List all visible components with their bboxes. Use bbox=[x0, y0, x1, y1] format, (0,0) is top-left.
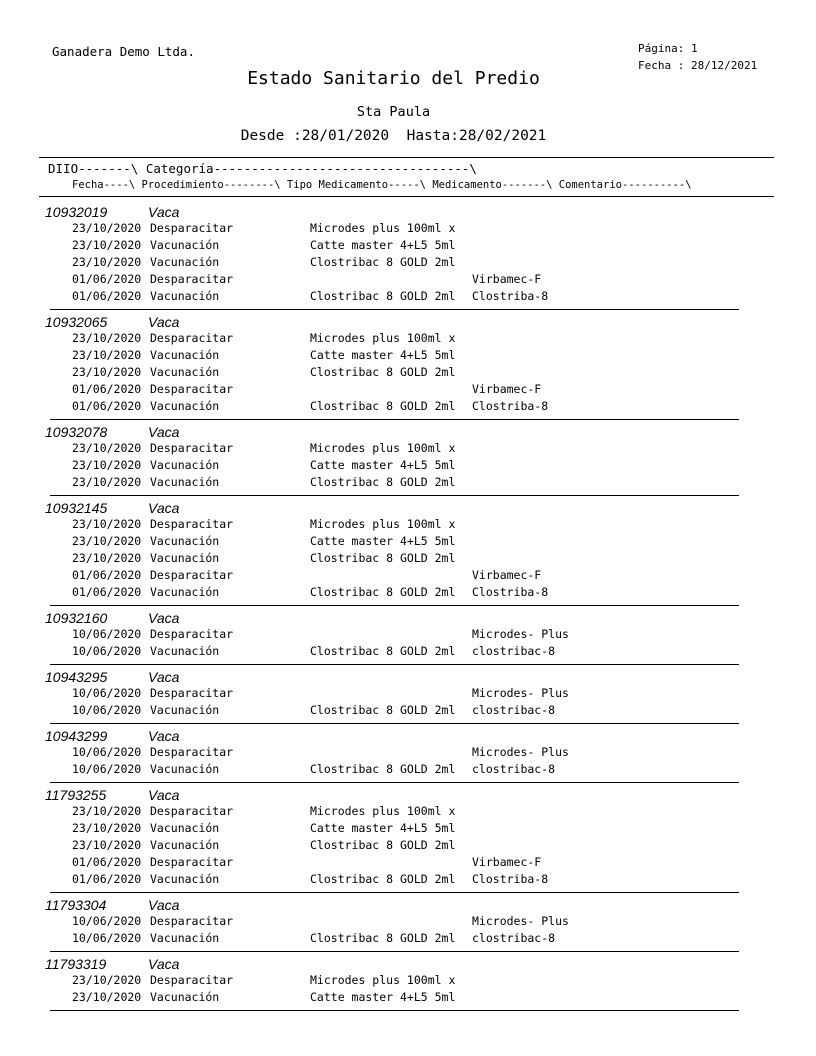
record-procedure: Vacunación bbox=[150, 475, 220, 489]
page-number: Página: 1 bbox=[638, 42, 698, 55]
record-row bbox=[0, 854, 816, 871]
record-date: 01/06/2020 bbox=[72, 289, 142, 303]
record-date: 23/10/2020 bbox=[72, 255, 142, 269]
record-date: 23/10/2020 bbox=[72, 348, 142, 362]
company-name: Ganadera Demo Ltda. bbox=[52, 44, 195, 59]
record-medication-type: Clostribac 8 GOLD 2ml bbox=[310, 931, 456, 945]
record-date: 23/10/2020 bbox=[72, 973, 142, 987]
animal-category: Vaca bbox=[148, 787, 180, 803]
record-medication-type: Clostribac 8 GOLD 2ml bbox=[310, 551, 456, 565]
animal-group bbox=[0, 668, 816, 724]
record-medication: Clostriba-8 bbox=[472, 585, 549, 599]
group-separator bbox=[50, 782, 739, 783]
record-date: 01/06/2020 bbox=[72, 872, 142, 886]
animal-group bbox=[0, 727, 816, 783]
record-procedure: Vacunación bbox=[150, 821, 220, 835]
record-date: 10/06/2020 bbox=[72, 914, 142, 928]
print-date: Fecha : 28/12/2021 bbox=[638, 59, 758, 72]
record-procedure: Vacunación bbox=[150, 703, 220, 717]
record-procedure: Desparacitar bbox=[150, 517, 234, 531]
animal-header bbox=[0, 499, 816, 516]
record-row bbox=[0, 744, 816, 761]
record-row bbox=[0, 474, 816, 491]
record-medication: clostribac-8 bbox=[472, 762, 556, 776]
record-medication-type: Catte master 4+L5 5ml bbox=[310, 238, 456, 252]
record-date: 23/10/2020 bbox=[72, 458, 142, 472]
record-date: 01/06/2020 bbox=[72, 568, 142, 582]
animal-diio: 10932160 bbox=[45, 610, 108, 626]
farm-name: Sta Paula bbox=[356, 104, 431, 120]
record-medication: clostribac-8 bbox=[472, 931, 556, 945]
record-procedure: Desparacitar bbox=[150, 686, 234, 700]
record-medication-type: Microdes plus 100ml x bbox=[310, 441, 456, 455]
group-separator bbox=[50, 723, 739, 724]
record-medication-type: Catte master 4+L5 5ml bbox=[310, 348, 456, 362]
record-medication: Clostriba-8 bbox=[472, 289, 549, 303]
record-medication-type: Microdes plus 100ml x bbox=[310, 221, 456, 235]
animal-category: Vaca bbox=[148, 897, 180, 913]
record-medication: Microdes- Plus bbox=[472, 745, 569, 759]
animal-category: Vaca bbox=[148, 424, 180, 440]
animal-category: Vaca bbox=[148, 669, 180, 685]
record-row bbox=[0, 533, 816, 550]
record-medication-type: Clostribac 8 GOLD 2ml bbox=[310, 255, 456, 269]
record-row bbox=[0, 871, 816, 888]
record-row bbox=[0, 702, 816, 719]
record-date: 23/10/2020 bbox=[72, 551, 142, 565]
record-date: 23/10/2020 bbox=[72, 534, 142, 548]
animal-diio: 10932078 bbox=[45, 424, 108, 440]
record-medication-type: Clostribac 8 GOLD 2ml bbox=[310, 644, 456, 658]
animal-group bbox=[0, 313, 816, 420]
column-header-line1: DIIO-------\ Categoría----------------------------------\ bbox=[48, 161, 477, 176]
record-date: 10/06/2020 bbox=[72, 644, 142, 658]
group-separator bbox=[50, 1010, 739, 1011]
animal-header bbox=[0, 955, 816, 972]
record-procedure: Vacunación bbox=[150, 872, 220, 886]
record-date: 23/10/2020 bbox=[72, 331, 142, 345]
record-procedure: Desparacitar bbox=[150, 804, 234, 818]
record-procedure: Vacunación bbox=[150, 931, 220, 945]
record-medication-type: Catte master 4+L5 5ml bbox=[310, 821, 456, 835]
animal-header bbox=[0, 786, 816, 803]
record-medication: clostribac-8 bbox=[472, 644, 556, 658]
record-procedure: Desparacitar bbox=[150, 272, 234, 286]
record-medication-type: Catte master 4+L5 5ml bbox=[310, 990, 456, 1004]
record-medication: Virbamec-F bbox=[472, 855, 542, 869]
record-row bbox=[0, 271, 816, 288]
animal-diio: 11793304 bbox=[45, 897, 107, 913]
record-procedure: Desparacitar bbox=[150, 331, 234, 345]
animal-group bbox=[0, 423, 816, 496]
record-medication: Virbamec-F bbox=[472, 568, 542, 582]
record-row bbox=[0, 685, 816, 702]
record-row bbox=[0, 584, 816, 601]
animal-category: Vaca bbox=[148, 314, 180, 330]
record-row bbox=[0, 254, 816, 271]
record-medication: Virbamec-F bbox=[472, 382, 542, 396]
animal-diio: 10932065 bbox=[45, 314, 108, 330]
record-procedure: Vacunación bbox=[150, 458, 220, 472]
group-separator bbox=[50, 892, 739, 893]
record-medication-type: Clostribac 8 GOLD 2ml bbox=[310, 838, 456, 852]
record-date: 10/06/2020 bbox=[72, 686, 142, 700]
record-date: 23/10/2020 bbox=[72, 990, 142, 1004]
animal-header bbox=[0, 423, 816, 440]
record-procedure: Vacunación bbox=[150, 551, 220, 565]
record-procedure: Desparacitar bbox=[150, 568, 234, 582]
animal-header bbox=[0, 609, 816, 626]
record-medication-type: Clostribac 8 GOLD 2ml bbox=[310, 762, 456, 776]
record-medication-type: Clostribac 8 GOLD 2ml bbox=[310, 872, 456, 886]
record-date: 01/06/2020 bbox=[72, 855, 142, 869]
animal-category: Vaca bbox=[148, 728, 180, 744]
animal-category: Vaca bbox=[148, 500, 180, 516]
record-date: 23/10/2020 bbox=[72, 475, 142, 489]
record-procedure: Desparacitar bbox=[150, 627, 234, 641]
animal-group bbox=[0, 609, 816, 665]
record-row bbox=[0, 381, 816, 398]
record-medication: clostribac-8 bbox=[472, 703, 556, 717]
record-row bbox=[0, 457, 816, 474]
group-separator bbox=[50, 605, 739, 606]
animal-diio: 10943299 bbox=[45, 728, 108, 744]
record-procedure: Vacunación bbox=[150, 399, 220, 413]
record-medication-type: Clostribac 8 GOLD 2ml bbox=[310, 365, 456, 379]
record-date: 23/10/2020 bbox=[72, 804, 142, 818]
animal-category: Vaca bbox=[148, 610, 180, 626]
animal-group bbox=[0, 203, 816, 310]
record-medication-type: Microdes plus 100ml x bbox=[310, 973, 456, 987]
record-row bbox=[0, 761, 816, 778]
record-medication-type: Catte master 4+L5 5ml bbox=[310, 458, 456, 472]
report-title: Estado Sanitario del Predio bbox=[247, 68, 540, 89]
record-medication-type: Microdes plus 100ml x bbox=[310, 517, 456, 531]
record-date: 10/06/2020 bbox=[72, 762, 142, 776]
group-separator bbox=[50, 664, 739, 665]
record-medication-type: Microdes plus 100ml x bbox=[310, 331, 456, 345]
record-date: 23/10/2020 bbox=[72, 238, 142, 252]
animal-category: Vaca bbox=[148, 956, 180, 972]
animal-diio: 10932145 bbox=[45, 500, 108, 516]
animal-header bbox=[0, 896, 816, 913]
animal-diio: 10943295 bbox=[45, 669, 108, 685]
record-medication-type: Clostribac 8 GOLD 2ml bbox=[310, 289, 456, 303]
record-row bbox=[0, 837, 816, 854]
record-date: 23/10/2020 bbox=[72, 221, 142, 235]
record-row bbox=[0, 989, 816, 1006]
record-date: 10/06/2020 bbox=[72, 745, 142, 759]
record-row bbox=[0, 347, 816, 364]
animal-category: Vaca bbox=[148, 204, 180, 220]
record-date: 10/06/2020 bbox=[72, 931, 142, 945]
record-medication-type: Catte master 4+L5 5ml bbox=[310, 534, 456, 548]
header-bottom-rule bbox=[39, 196, 774, 197]
column-header-line2: Fecha----\ Procedimiento--------\ Tipo Medicamento-----\ Medicamento-------\ Comentario----------\ bbox=[72, 179, 692, 191]
record-row bbox=[0, 550, 816, 567]
date-range: Desde :28/01/2020 Hasta:28/02/2021 bbox=[240, 128, 547, 144]
record-procedure: Vacunación bbox=[150, 990, 220, 1004]
record-medication-type: Clostribac 8 GOLD 2ml bbox=[310, 399, 456, 413]
animal-header bbox=[0, 313, 816, 330]
record-date: 23/10/2020 bbox=[72, 441, 142, 455]
record-procedure: Vacunación bbox=[150, 289, 220, 303]
record-procedure: Vacunación bbox=[150, 348, 220, 362]
record-date: 01/06/2020 bbox=[72, 585, 142, 599]
record-procedure: Vacunación bbox=[150, 762, 220, 776]
animal-group bbox=[0, 499, 816, 606]
record-procedure: Desparacitar bbox=[150, 855, 234, 869]
record-medication-type: Microdes plus 100ml x bbox=[310, 804, 456, 818]
animal-header bbox=[0, 668, 816, 685]
record-procedure: Desparacitar bbox=[150, 441, 234, 455]
record-medication: Virbamec-F bbox=[472, 272, 542, 286]
record-medication: Microdes- Plus bbox=[472, 686, 569, 700]
record-row bbox=[0, 930, 816, 947]
record-row bbox=[0, 803, 816, 820]
record-date: 01/06/2020 bbox=[72, 399, 142, 413]
record-procedure: Vacunación bbox=[150, 838, 220, 852]
group-separator bbox=[50, 951, 739, 952]
report-body bbox=[0, 203, 816, 1014]
record-row bbox=[0, 237, 816, 254]
record-date: 10/06/2020 bbox=[72, 627, 142, 641]
animal-group bbox=[0, 955, 816, 1011]
record-procedure: Vacunación bbox=[150, 644, 220, 658]
record-row bbox=[0, 626, 816, 643]
record-procedure: Desparacitar bbox=[150, 973, 234, 987]
animal-header bbox=[0, 727, 816, 744]
animal-group bbox=[0, 786, 816, 893]
record-medication-type: Clostribac 8 GOLD 2ml bbox=[310, 475, 456, 489]
record-row bbox=[0, 288, 816, 305]
record-medication-type: Clostribac 8 GOLD 2ml bbox=[310, 703, 456, 717]
record-procedure: Vacunación bbox=[150, 534, 220, 548]
record-date: 10/06/2020 bbox=[72, 703, 142, 717]
record-procedure: Desparacitar bbox=[150, 914, 234, 928]
record-medication-type: Clostribac 8 GOLD 2ml bbox=[310, 585, 456, 599]
record-date: 23/10/2020 bbox=[72, 838, 142, 852]
record-procedure: Vacunación bbox=[150, 585, 220, 599]
record-row bbox=[0, 643, 816, 660]
record-procedure: Desparacitar bbox=[150, 382, 234, 396]
animal-diio: 11793319 bbox=[45, 956, 107, 972]
header-top-rule bbox=[39, 157, 774, 158]
record-medication: Microdes- Plus bbox=[472, 914, 569, 928]
record-row bbox=[0, 330, 816, 347]
animal-header bbox=[0, 203, 816, 220]
group-separator bbox=[50, 419, 739, 420]
record-row bbox=[0, 516, 816, 533]
record-row bbox=[0, 220, 816, 237]
record-procedure: Desparacitar bbox=[150, 221, 234, 235]
record-date: 23/10/2020 bbox=[72, 517, 142, 531]
record-medication: Microdes- Plus bbox=[472, 627, 569, 641]
animal-group bbox=[0, 896, 816, 952]
record-row bbox=[0, 440, 816, 457]
record-procedure: Vacunación bbox=[150, 238, 220, 252]
record-row bbox=[0, 913, 816, 930]
record-date: 23/10/2020 bbox=[72, 821, 142, 835]
record-medication: Clostriba-8 bbox=[472, 872, 549, 886]
record-date: 01/06/2020 bbox=[72, 272, 142, 286]
record-row bbox=[0, 972, 816, 989]
record-row bbox=[0, 398, 816, 415]
record-date: 01/06/2020 bbox=[72, 382, 142, 396]
record-procedure: Vacunación bbox=[150, 255, 220, 269]
group-separator bbox=[50, 495, 739, 496]
record-procedure: Vacunación bbox=[150, 365, 220, 379]
animal-diio: 11793255 bbox=[45, 787, 107, 803]
record-row bbox=[0, 567, 816, 584]
record-row bbox=[0, 364, 816, 381]
animal-diio: 10932019 bbox=[45, 204, 108, 220]
group-separator bbox=[50, 309, 739, 310]
record-row bbox=[0, 820, 816, 837]
record-procedure: Desparacitar bbox=[150, 745, 234, 759]
record-date: 23/10/2020 bbox=[72, 365, 142, 379]
record-medication: Clostriba-8 bbox=[472, 399, 549, 413]
